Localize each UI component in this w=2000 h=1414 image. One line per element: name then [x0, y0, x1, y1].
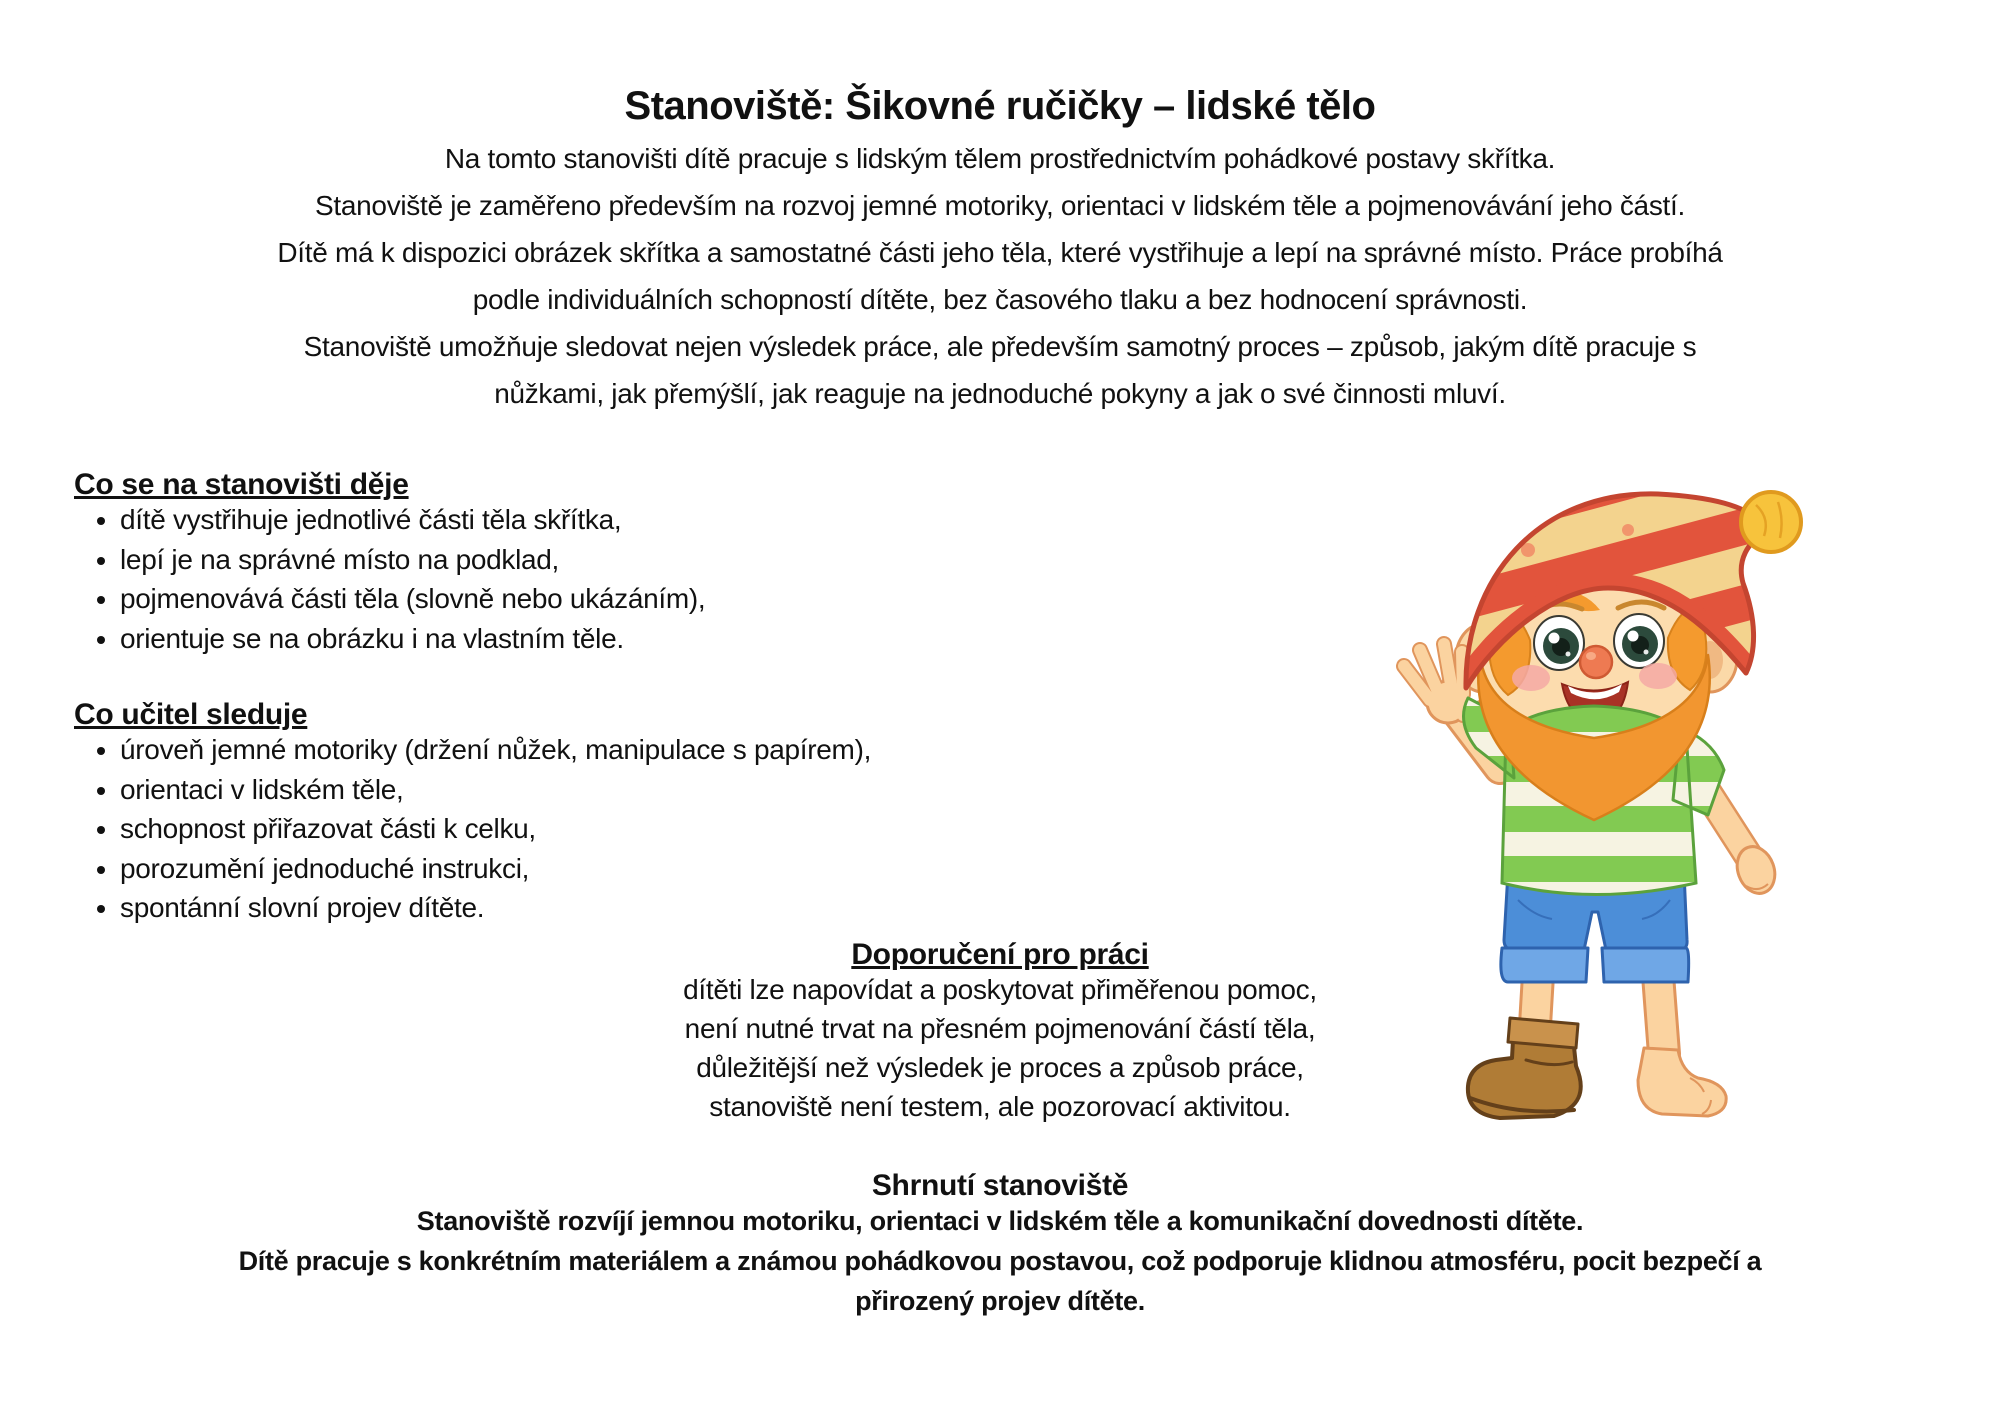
section-recommendations-heading: Doporučení pro práci: [851, 938, 1149, 971]
intro-line: Stanoviště je zaměřeno především na rozvoj jemné motoriky, orientaci v lidském těle a pojmenovávání jeho částí.: [315, 190, 1685, 221]
section-teacher-heading: Co učitel sleduje: [74, 698, 308, 731]
intro-line: Dítě má k dispozici obrázek skřítka a samostatné části jeho těla, které vystřihuje a lepí na správné místo. Práce probíhá: [277, 237, 1723, 268]
gnome-bare-foot: [1638, 1048, 1726, 1116]
section-teacher-observes: [74, 700, 871, 928]
list-item: • pojmenovává části těla (slovně nebo ukázáním),: [120, 579, 705, 619]
list-item: • lepí je na správné místo na podklad,: [120, 540, 705, 580]
section-summary: [0, 1171, 2000, 1321]
intro-line: podle individuálních schopností dítěte, bez časového tlaku a bez hodnocení správnosti.: [472, 284, 1528, 315]
list-item: • orientuje se na obrázku i na vlastním těle.: [120, 619, 705, 659]
gnome-character-illustration: [1368, 470, 1928, 1130]
list-item: • schopnost přiřazovat části k celku,: [120, 809, 871, 849]
list-item: • orientaci v lidském těle,: [120, 770, 871, 810]
summary-line: Dítě pracuje s konkrétním materiálem a známou pohádkovou postavou, což podporuje klidnou atmosféru, pocit bezpečí a: [238, 1246, 1762, 1276]
summary-line: Stanoviště rozvíjí jemnou motoriku, orientaci v lidském těle a komunikační dovednosti dítěte.: [416, 1206, 1584, 1236]
gnome-svg: [1368, 470, 1928, 1130]
section-activities: [74, 470, 705, 658]
list-item: • dítě vystřihuje jednotlivé části těla skřítka,: [120, 500, 705, 540]
recommendation-line: dítěti lze napovídat a poskytovat přiměřenou pomoc,: [683, 974, 1317, 1005]
list-item: • spontánní slovní projev dítěte.: [120, 888, 871, 928]
recommendation-line: není nutné trvat na přesném pojmenování částí těla,: [684, 1013, 1316, 1044]
recommendation-line: stanoviště není testem, ale pozorovací aktivitou.: [709, 1091, 1291, 1122]
list-item: • úroveň jemné motoriky (držení nůžek, manipulace s papírem),: [120, 730, 871, 770]
section-activities-heading: Co se na stanovišti děje: [74, 468, 409, 501]
intro-line: Stanoviště umožňuje sledovat nejen výsledek práce, ale především samotný proces – způsob, jakým dítě pracuje s: [303, 331, 1697, 362]
gnome-right-arm: [1706, 790, 1781, 899]
gnome-pompom: [1741, 492, 1801, 552]
page-title: Stanoviště: Šikovné ručičky – lidské tělo: [624, 84, 1376, 128]
recommendation-line: důležitější než výsledek je proces a způsob práce,: [696, 1052, 1304, 1083]
intro-line: Na tomto stanovišti dítě pracuje s lidským tělem prostřednictvím pohádkové postavy skřítka.: [444, 143, 1556, 174]
teacher-list: [74, 730, 871, 928]
activities-list: [74, 500, 705, 658]
list-item: • porozumění jednoduché instrukci,: [120, 849, 871, 889]
intro-paragraph: [0, 135, 2000, 417]
gnome-boot: [1468, 1018, 1581, 1118]
section-summary-heading: Shrnutí stanoviště: [871, 1169, 1129, 1202]
summary-line: přirozený projev dítěte.: [855, 1286, 1145, 1316]
intro-line: nůžkami, jak přemýšlí, jak reaguje na jednoduché pokyny a jak o své činnosti mluví.: [494, 378, 1506, 409]
